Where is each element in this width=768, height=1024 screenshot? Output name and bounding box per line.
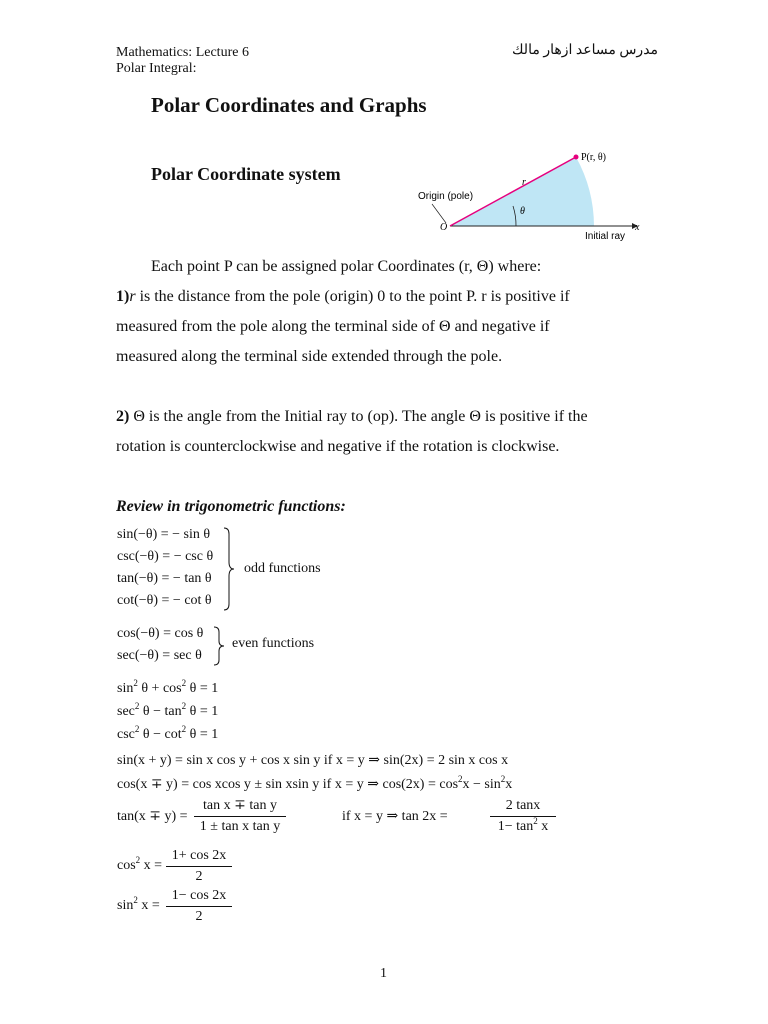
odd-tan: tan(−θ) = − tan θ xyxy=(117,571,212,586)
tan-double-numerator: 2 tanx xyxy=(505,798,541,813)
origin-label: Origin (pole) xyxy=(418,191,474,202)
odd-label: odd functions xyxy=(244,561,321,576)
origin-pointer xyxy=(432,204,446,223)
even-brace xyxy=(212,625,226,667)
initial-ray-label: Initial ray xyxy=(585,231,626,242)
identity-csc-cot: $\csc^2 \theta - \cot^2 \theta = 1$ xyxy=(117,724,219,742)
header-course: Mathematics: Lecture 6 xyxy=(116,45,249,60)
sin-sum-formula: sin(x + y) = sin x cos y + cos x sin y if x = y ⇒ sin(2x) = 2 sin x cos x xyxy=(117,753,509,768)
even-sec: sec(−θ) = sec θ xyxy=(117,648,202,663)
r-label: r xyxy=(522,177,526,188)
tan-sum-denominator: 1 ± tan x tan y xyxy=(199,819,281,834)
sin-square-fraction: 1− cos 2x 2 xyxy=(166,888,232,925)
sin-square-lhs: $\sin^2 x$ = xyxy=(117,895,160,913)
point-1-line-2: measured from the pole along the terminal side of Θ and negative if xyxy=(116,318,550,335)
point-2-text: Θ is the angle from the Initial ray to (op). The angle Θ is positive if the xyxy=(129,408,588,425)
page-title: Polar Coordinates and Graphs xyxy=(151,93,427,117)
even-label: even functions xyxy=(232,636,315,651)
review-heading: Review in trigonometric functions: xyxy=(116,498,346,515)
tan-double-fraction xyxy=(490,798,556,835)
point-2-line-1 xyxy=(116,408,588,426)
intro-line: Each point P can be assigned polar Coordinates (r, Θ) where: xyxy=(151,258,542,275)
section-title: Polar Coordinate system xyxy=(151,164,341,184)
identity-sin-cos: $\sin^2 \theta + \cos^2 \theta = 1$ xyxy=(117,678,219,696)
cos-square-lhs: $\cos^2 x$ = xyxy=(117,855,163,873)
tan-sum-fraction xyxy=(194,798,286,835)
theta-label: θ xyxy=(520,206,525,217)
point-1-number: 1) xyxy=(116,288,130,305)
x-label: x xyxy=(635,222,640,233)
even-cos: cos(−θ) = cos θ xyxy=(117,626,204,641)
point-p xyxy=(574,155,579,160)
point-2-line-2: rotation is counterclockwise and negative if the rotation is clockwise. xyxy=(116,438,560,455)
tan-sum-numerator: tan x ∓ tan y xyxy=(203,798,277,813)
header-instructor: مدرس مساعد ازهار مالك xyxy=(512,43,659,58)
page-number: 1 xyxy=(380,966,387,981)
header-topic: Polar Integral: xyxy=(116,61,197,76)
point-1-line-3: measured along the terminal side extended through the pole. xyxy=(116,348,503,365)
odd-csc: csc(−θ) = − csc θ xyxy=(117,549,214,564)
point-1-text: is the distance from the pole (origin) 0 to the point P. r is positive if xyxy=(135,288,570,305)
odd-brace xyxy=(222,526,236,612)
cos-sum-formula: cos(x ∓ y) = cos xcos y ± sin xsin y if x = y ⇒ $\cos(2x) = \cos^2x - \sin^2x$ xyxy=(117,774,513,792)
point-1-r: r xyxy=(129,288,136,305)
tan-double-denominator: $1- \tan^2 x$ xyxy=(497,816,549,834)
point-2-number: 2) xyxy=(116,408,130,425)
odd-cot: cot(−θ) = − cot θ xyxy=(117,593,212,608)
tan-double-condition: if x = y ⇒ tan 2x = xyxy=(342,809,448,824)
cos-square-fraction: 1+ cos 2x 2 xyxy=(166,848,232,885)
tan-sum-lhs: tan(x ∓ y) = xyxy=(117,809,188,824)
point-label: P(r, θ) xyxy=(581,152,606,163)
o-label: O xyxy=(440,222,448,233)
polar-diagram xyxy=(410,148,650,246)
point-1-line-1 xyxy=(116,288,570,306)
odd-sin: sin(−θ) = − sin θ xyxy=(117,527,211,542)
identity-sec-tan: $\sec^2 \theta - \tan^2 \theta = 1$ xyxy=(117,701,219,719)
